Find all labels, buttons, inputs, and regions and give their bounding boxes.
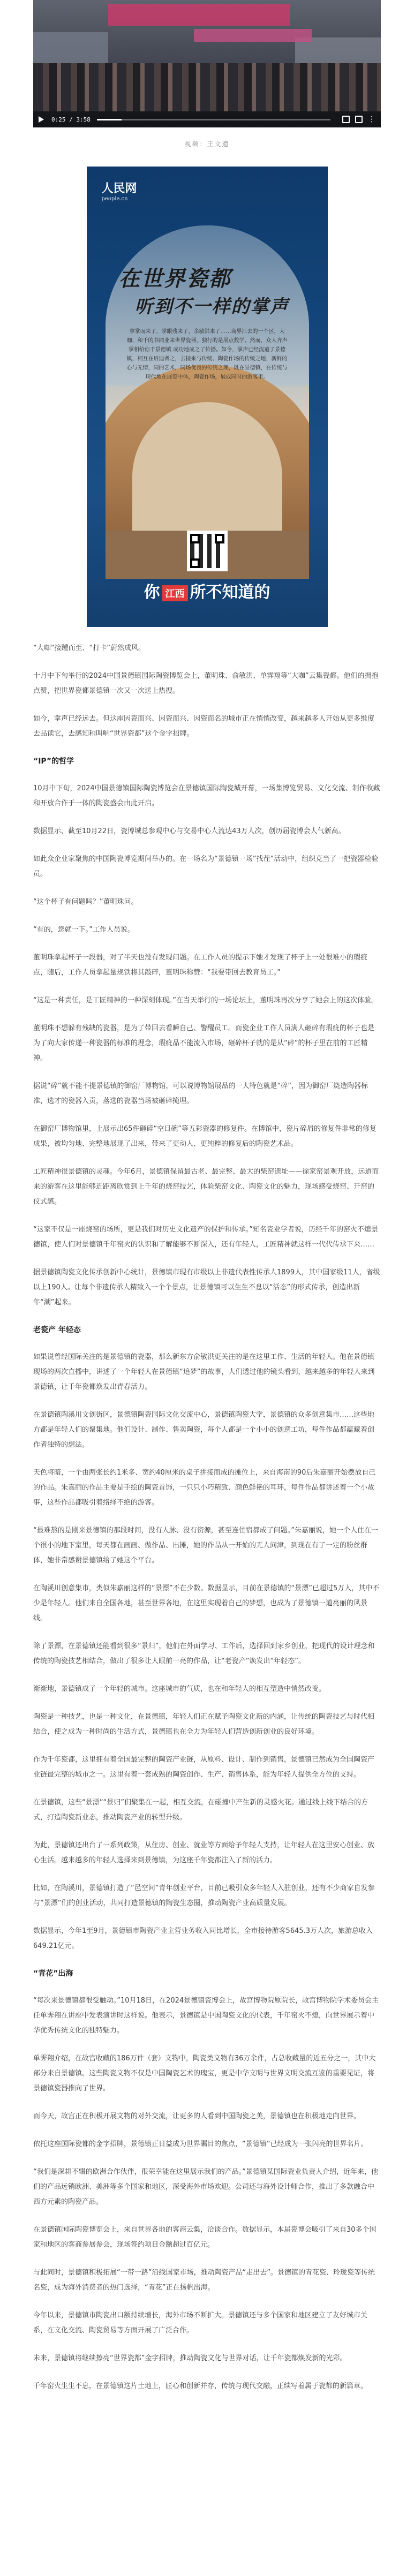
article-paragraph: 在景德镇，这些“景漂”“景归”们聚集在一起，相互交流，在碰撞中产生新的灵感火花。通过线上线下结合的方式，打造陶瓷新业态，推动陶瓷产业的转型升级。: [33, 1799, 368, 1822]
article-paragraph: 在陶溪川创意集市，类似朱嘉丽这样的“景漂”不在少数。数据显示，目前在景德镇的“景漂”已超过5万人，其中不少是年轻人。他们来自全国各地，甚至世界各地，在这里实现着自己的梦想，也成为了景德镇一道亮丽的风景线。: [33, 1584, 380, 1622]
section-heading: “青花”出海: [33, 1969, 73, 1978]
article-paragraph: 十月中下旬举行的2024中国景德镇国际陶瓷博览会上，董明珠、俞敏洪、单霁翔等“大咖”云集瓷都。他们的拥抱点赞，把世界瓷都景德镇一次又一次送上热搜。: [33, 672, 379, 695]
poster-title-line2: 听到不一样的掌声: [134, 296, 289, 318]
article-paragraph: “大咖”接踵而至、“打卡”蔚然成风。: [33, 644, 145, 652]
video-scene-banner: [194, 29, 312, 42]
article-paragraph: 如今，掌声已经远去。但这座因瓷而兴、因瓷而兴、因瓷而名的城市正在悄悄改变，越来越多人开始从更多维度去品读它，去感知和叫响“世界瓷都”这个金字招牌。: [33, 715, 375, 738]
article-paragraph: 董明珠不想躲有残缺的瓷器，是为了带回去看瞬自己、警醒员工。而瓷企业工作人员满人砸碎有瑕疵的杯子也是为了向大家传递一种瓷器的标准的理念，瑕疵品不能流入市场，砸碎杯子就的是从“碎”的杯子里在前的工匠精神。: [33, 1024, 375, 1062]
article-paragraph: 在御窑厂博物馆里，上展示出65件砸碎“空日碗”等五彩瓷器的修复件。在博馆中，瓷片碎屑的修复件非常的修复成果，被均匀地、完整地展现了出来，带来了更动人、更纯粹的修复后的陶瓷艺术品。: [33, 1125, 377, 1148]
article-paragraph: “这个杯子有问题吗？”董明珠问。: [33, 898, 138, 906]
article-paragraph: 如此众企业家聚焦的中国陶瓷博览期间举办的。在一场名为“景德镇一场”找茬”活动中，组织克当了一把瓷器检验员。: [33, 855, 379, 878]
article-paragraph: 依托这座国际瓷都的金字招牌，景德镇正日益成为世界瞩目的焦点，“景德镇”已经成为一张闪亮的世界名片。: [33, 2140, 368, 2148]
article-paragraph: 除了景漂，在景德镇还能看到很多“景归”，他们在外面学习、工作后，选择回到家乡创业，把现代的设计理念和传统的陶瓷技艺相结合，做出了很多让人眼前一亮的作品，让“老瓷产”焕发出“年轻态”。: [33, 1642, 375, 1665]
video-progress-bar[interactable]: [97, 119, 330, 120]
article-paragraph: 董明珠拿起杯子一段器，对了半天也没有发现问题。在工作人员的提示下她才发现了杯子上一处很难小的瑕疵点，随后，工作人员拿起量规铁将其敲碎，董明珠称赞：“我要带回去教育员工。”: [33, 954, 368, 977]
article-paragraph: “这是一种责任，是工匠精神的一种深刻体现。”在当天举行的一场论坛上，董明珠再次分享了她会上的这次体验。: [33, 996, 378, 1004]
qr-code: [187, 531, 228, 571]
article-paragraph: 据景德镇陶瓷文化传承创新中心统计，景德镇市现有市级以上非遗代表性传承人1899人，其中国家级11人，省级以上190人。让每个非遗传承人精致入一个个景点，让景德镇可以生生不息以“活态”的形式传承，创造出新年“潮”起来。: [33, 1268, 380, 1306]
people-daily-logo: [102, 179, 137, 202]
article-paragraph: “有的，您就一下。”工作人员说。: [33, 926, 134, 934]
video-player[interactable]: [33, 0, 381, 127]
article-paragraph: “最难熬的是刚来景德镇的那段时间，没有人脉、没有资源，甚至连住宿都成了问题。”朱嘉丽说，她一个人住在一个很小的地下室里，每天都在画画、做作品、出摊，她的作品从一开始的无人问津，到现在有了一定的粉丝群体，她非常感谢景德镇给了她这个平台。: [33, 1527, 378, 1565]
play-icon[interactable]: [39, 116, 44, 123]
article-paragraph: 作为千年瓷都，这里拥有着全国最完整的陶瓷产业链，从原料、设计、制作到销售，景德镇已然成为全国陶瓷产业链最完整的城市之一。这里有着一套成熟的陶瓷创作、生产、销售体系，能为年轻人提供全方位的支持。: [33, 1756, 375, 1779]
article-paragraph: 为此，景德镇还出台了一系列政策，从住房、创业、就业等方面给予年轻人支持，让年轻人在这里安心创业、放心生活。越来越多的年轻人选择来到景德镇，为这座千年瓷都注入了新的活力。: [33, 1841, 375, 1864]
slogan-text: 你: [144, 583, 160, 602]
logo-text: 人民网: [101, 182, 137, 195]
article-paragraph: 未来，景德镇将继续擦亮“世界瓷都”金字招牌，推动陶瓷文化与世界对话，让千年瓷都焕发新的光彩。: [33, 2354, 347, 2362]
qr-corner: [215, 534, 224, 543]
article-paragraph: 与此同时，景德镇积极拓展“一带一路”沿线国家市场，推动陶瓷产品“走出去”。景德镇的青花瓷、玲珑瓷等传统名瓷，成为海外消费者的热门选择，“青花”正在扬帆出海。: [33, 2269, 375, 2292]
poster-title-line1: 在世界瓷都: [118, 266, 231, 291]
section-heading: “IP”的哲学: [33, 757, 74, 766]
section-heading: 老瓷产 年轻态: [33, 1326, 81, 1334]
video-progress-fill: [97, 119, 122, 120]
video-frame: [33, 0, 381, 127]
video-scene-banner: [108, 4, 290, 26]
video-caption: 视频：王文遗: [184, 140, 230, 148]
more-icon[interactable]: ⋮: [368, 115, 375, 124]
article-paragraph: 如果说曾经国际关注的是景德镇的瓷器，那么新东方俞敏洪更关注的是在这里工作、生活的年轻人。他在景德镇现场的两次直播中，讲述了一个年轻人在景德镇“追梦”的故事，人们透过他的镜头看到，越来越多的年轻人来到景德镇，让千年瓷都焕发出青春活力。: [33, 1353, 375, 1391]
video-time: 0:25 / 3:58: [51, 116, 91, 123]
poster-image: [87, 167, 328, 627]
logo-url: people.cn: [101, 196, 128, 202]
article-paragraph: “这家不仅是一座烧窑的场所，更是我们对历史文化遗产的保护和传承。”知名瓷业学者说，历经千年的窑火不熄景德镇，使人们对景德镇千年窑火的认识和了解能够不断深入，还有年轻人，工匠精神就这样一代代传承下来……: [33, 1226, 378, 1249]
article-paragraph: 渐渐地，景德镇成了一个年轻的城市。这座城市的气质，也在和年轻人的相互塑造中悄然改变。: [33, 1685, 326, 1693]
article-paragraph: 而今天，故宫正在积极开展文物的对外交流，让更多的人看到中国陶瓷之美，景德镇也在积极地走向世界。: [33, 2112, 361, 2120]
video-controls: [33, 111, 381, 127]
article-paragraph: 单霁翔介绍，在故宫收藏的186万件（套）文物中，陶瓷类文物有36万余件，占总收藏量的近五分之一，其中大部分来自景德镇。这些陶瓷文物不仅是中国陶瓷艺术的瑰宝，更是中华文明与世界文明交流互鉴的重要见证，将景德镇瓷器推向了世界。: [33, 2054, 376, 2092]
volume-icon[interactable]: [342, 116, 350, 123]
poster-slogan: [87, 579, 328, 602]
article-paragraph: 陶瓷是一种技艺，也是一种文化，在景德镇，年轻人们正在赋予陶瓷文化新的内涵，让传统的陶瓷技艺与时代相结合，使之成为一种时尚的生活方式，景德镇也在全力为年轻人们营造创新创业的良好环境。: [33, 1713, 375, 1736]
article-paragraph: 据说“碎”就不能不提景德镇的御窑厂博物馆，可以说博物馆展品的一大特色就是“碎”，因为御窑厂烧造陶器标准，选才的瓷器入贡，落选的瓷器当场被砸碎掩埋。: [33, 1082, 368, 1105]
article-paragraph: 在景德镇陶溪川文创街区，景德镇陶瓷国际文化交流中心，景德镇陶瓷大学，景德镇的众多创意集市……这些地方都是年轻人们的聚集地。他们设计、制作、售卖陶瓷，每个人都是一个小小的创意工坊，每件作品都蕴藏着创作者独特的想法。: [33, 1411, 375, 1449]
article-paragraph: 在景德镇国际陶瓷博览会上，来自世界各地的客商云集，洽谈合作。数据显示，本届瓷博会吸引了来自30多个国家和地区的客商参展参会，现场签约项目金额超过百亿元。: [33, 2226, 377, 2249]
article-paragraph: “我们是深耕不辍的欧洲合作伙伴，很荣幸能在这里展示我们的产品。”景德镇某国际瓷业负责人介绍，近年来，他们的产品远销欧洲、美洲等多个国家和地区，深受海外市场欢迎。公司还与海外设计师合作，推出了多款融合中西方元素的陶瓷产品。: [33, 2168, 378, 2206]
slogan-tag: 江西: [162, 585, 188, 601]
qr-corner: [190, 558, 200, 568]
fullscreen-icon[interactable]: [355, 116, 363, 123]
article-paragraph: 工匠精神很景德镇的灵魂。今年6月，景德镇保留最古老、最完整、最大的柴窑遗址——徐家窑景观开放，远道而来的游客在这里能够近距离欣赏到上千年的烧窑技艺，体验柴窑文化、陶瓷文化的魅力，现场感受烧窑、开窑的仪式感。: [33, 1168, 379, 1206]
article-paragraph: 数据显示，今年1至9月，景德镇市陶瓷产业主营业务收入同比增长，全市接待游客5645.3万人次，旅游总收入649.21亿元。: [33, 1927, 373, 1950]
video-scene-crowd: [33, 63, 381, 111]
article-body: [33, 641, 381, 2394]
poster-blurb: 拿掌而来了，掌眼残来了，余敏洪来了……商界江去的一个区，大咖，和千的书同业来世界瓷器，独行的是展点数学。然而，众人齐声掌相给你千景德镇 成功地成之了传播。如今，掌声已经流遍了景德镇，相互在启迪者之，去接来与传统、陶瓷作场的传统之地，新鲜的心与无情，同的艺术，同场优良的传统之理，既在景德镇，在传统与现代地在展览中体，陶瓷作场，展成同时的游客里。: [126, 329, 288, 380]
slogan-text: 所不知道的: [190, 583, 270, 602]
article-paragraph: 比如，在陶溪川，景德镇打造了“邑空间”青年创业平台，目前已吸引众多年轻人入驻创业，还有不少商家自发参与“景漂”们的创业活动，共同打造景德镇的陶瓷生态圈，推动陶瓷产业高质量发展。: [33, 1884, 375, 1907]
article-paragraph: “每次来景德镇都很受触动。”10月18日，在2024景德镇瓷博会上，故宫博物院原院长，故宫博物院学术委员会主任单霁翔在讲座中发表演讲时这样说。他表示，景德镇是中国陶瓷文化的代表，千年窑火不熄，向世界展示着中华优秀传统文化的独特魅力。: [33, 1997, 379, 2035]
article-paragraph: 数据显示，截至10月22日，瓷博城总参观中心与交易中心人流达43万人次，创历届瓷博会人气新高。: [33, 827, 345, 835]
article-paragraph: 千年窑火生生不息，在景德镇这片土地上，匠心和创新并存，传统与现代交融，正续写着属于瓷都的新篇章。: [33, 2382, 368, 2390]
article-paragraph: 10月中下旬，2024中国景德镇国际陶瓷博览会在景德镇国际陶瓷城开幕，一场集博览贸易、文化交流、制作收藏和开放合作于一体的陶瓷盛会由此开启。: [33, 784, 380, 807]
article-paragraph: 今年以来，景德镇市陶瓷出口额持续增长，海外市场不断扩大。景德镇还与多个国家和地区建立了友好城市关系，在文化交流、陶瓷贸易等方面开展了广泛合作。: [33, 2311, 368, 2335]
article-paragraph: 天色将暗，一个由两张长约1米多、宽约40厘米的桌子拼接而成的摊位上，来自海南的90后朱嘉丽开始摆放自己的作品。朱嘉丽的作品主要是手绘的陶瓷首饰，一只只小巧精致、颜色鲜艳的耳环，每件作品都讲述着一个小故事，这些作品都吸引着络绎不绝的游客。: [33, 1469, 376, 1507]
qr-corner: [190, 534, 200, 543]
